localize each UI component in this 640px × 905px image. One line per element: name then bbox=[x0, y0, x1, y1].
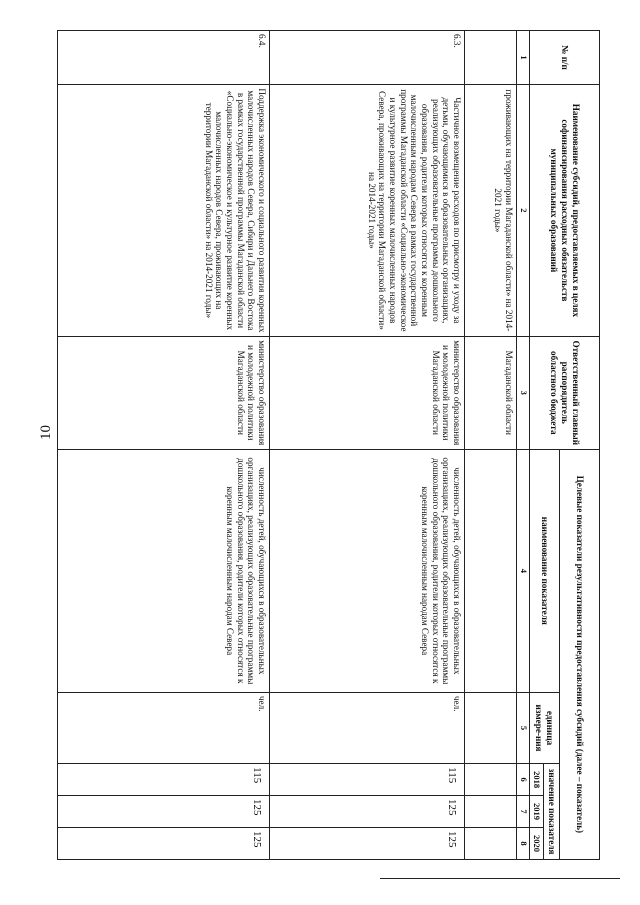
row-value-2019 bbox=[465, 796, 517, 828]
row-administrator: Магаданской области bbox=[465, 336, 517, 449]
column-number: 4 bbox=[517, 449, 530, 692]
row-administrator: министерство образования и молодежной политики Магаданской области bbox=[58, 336, 270, 449]
row-indicator: численность детей, обучающихся в образовательных организациях, реализующих образовательные программы дошкольного образования, родители которых относятся к коренным малочисленным народам Севера bbox=[270, 449, 465, 692]
row-unit: чел. bbox=[58, 692, 270, 763]
row-value-2020: 125 bbox=[58, 827, 270, 859]
table-row bbox=[58, 31, 270, 860]
rotated-table-container bbox=[60, 30, 600, 860]
row-unit bbox=[465, 692, 517, 763]
row-indicator bbox=[465, 449, 517, 692]
column-number: 2 bbox=[517, 85, 530, 337]
header-administrator: Ответственный главный распорядитель областного бюджета bbox=[530, 336, 600, 449]
header-unit: единица измере-ния bbox=[530, 692, 560, 763]
column-number: 1 bbox=[517, 31, 530, 85]
header-subsidy-name: Наименование субсидий, предоставляемых в целях софинансирования расходных обязательств муниципальных образований bbox=[530, 85, 600, 337]
row-subsidy-name: Поддержка экономического и социального развития коренных малочисленных народов Севера, Сибири и Дальнего Востока в рамках государственной программы Магаданской области «Социально-экономическое и культурное развитие коренных малочисленных народов Севера, проживающих на территории Магаданской области» на 2014-2021 годы» bbox=[58, 85, 270, 337]
row-value-2019: 125 bbox=[58, 796, 270, 828]
row-unit: чел. bbox=[270, 692, 465, 763]
header-targets: Целевые показатели результативности предоставления субсидий (далее – показатель) bbox=[560, 449, 600, 859]
table-row bbox=[465, 31, 517, 860]
row-value-2018: 115 bbox=[270, 764, 465, 796]
subsidy-targets-table bbox=[57, 30, 600, 860]
row-value-2018 bbox=[465, 764, 517, 796]
column-number: 3 bbox=[517, 336, 530, 449]
column-number: 8 bbox=[517, 827, 530, 859]
column-number: 5 bbox=[517, 692, 530, 763]
row-value-2019: 125 bbox=[270, 796, 465, 828]
row-num: 6.4. bbox=[58, 31, 270, 85]
row-num: 6.3. bbox=[270, 31, 465, 85]
row-value-2020 bbox=[465, 827, 517, 859]
table-row bbox=[270, 31, 465, 860]
header-year: 2020 bbox=[530, 827, 544, 859]
header-values: значение показателя bbox=[544, 764, 560, 860]
row-value-2018: 115 bbox=[58, 764, 270, 796]
header-year: 2019 bbox=[530, 796, 544, 828]
footer-divider bbox=[380, 878, 620, 879]
header-year: 2018 bbox=[530, 764, 544, 796]
row-administrator: министерство образования и молодежной политики Магаданской области bbox=[270, 336, 465, 449]
column-number: 7 bbox=[517, 796, 530, 828]
row-subsidy-name: Частичное возмещение расходов по присмотру и уходу за детьми, обучающимися в образовательных организациях, реализующих образовательные программы дошкольного образования, родители которых относятся к коренным малочисленным народам Севера в рамках государственной программы Магаданской области «Социально-экономическое и культурное развитие коренных малочисленных народов Севера, проживающих на территории Магаданской области» на 2014-2021 годы» bbox=[270, 85, 465, 337]
row-indicator: численность детей, обучающихся в образовательных организациях, реализующих образовательные программы дошкольного образования, родители которых относятся к коренным малочисленным народам Севера bbox=[58, 449, 270, 692]
header-num: № п/п bbox=[530, 31, 600, 85]
column-number: 6 bbox=[517, 764, 530, 796]
page-number: 10 bbox=[38, 425, 54, 440]
row-subsidy-name: проживающих на территории Магаданской области» на 2014-2021 годы» bbox=[465, 85, 517, 337]
row-value-2020: 125 bbox=[270, 827, 465, 859]
header-indicator-name: наименование показателя bbox=[530, 449, 560, 692]
row-num bbox=[465, 31, 517, 85]
